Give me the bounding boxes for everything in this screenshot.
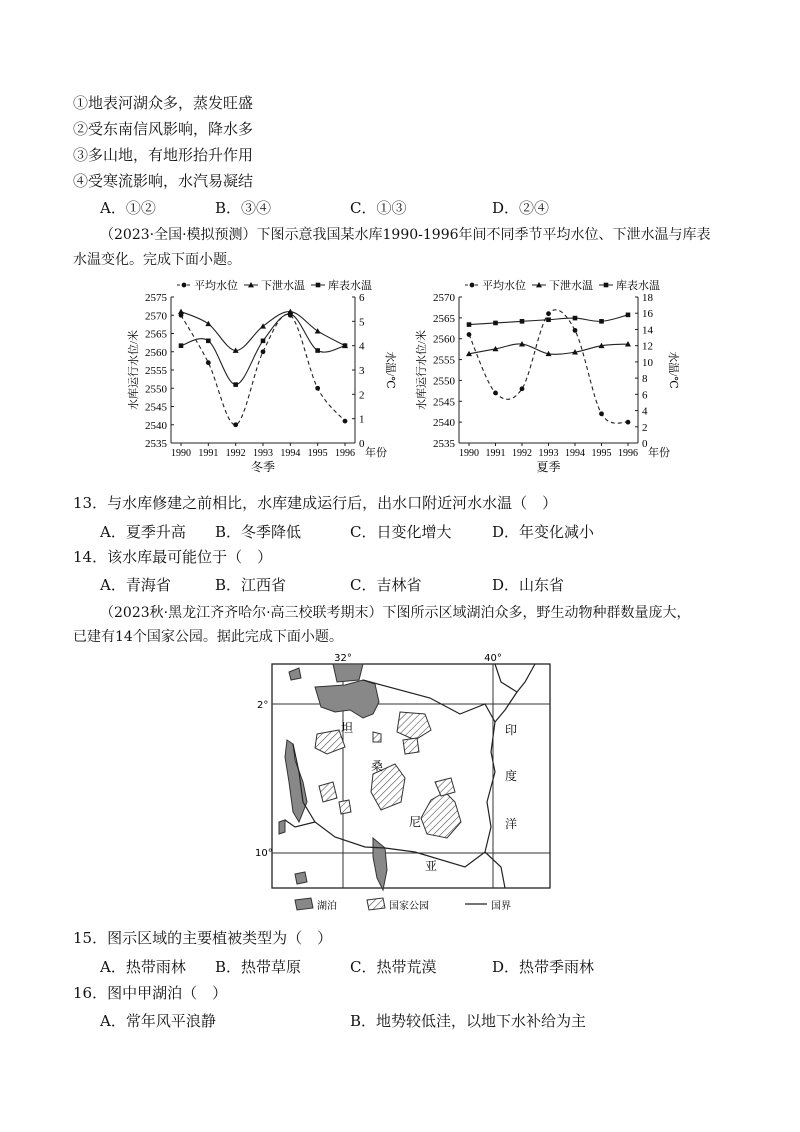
q14-option-d[interactable]: D．山东省 <box>492 576 565 594</box>
summer-right-tick-label: 8 <box>642 373 648 386</box>
winter-series-2-point <box>206 339 211 344</box>
q15-option-b[interactable]: B．热带草原 <box>215 958 302 976</box>
ocean-char-yang: 洋 <box>505 817 518 831</box>
winter-series-0-point <box>261 349 266 354</box>
statement-3: ③多山地，有地形抬升作用 <box>73 146 254 164</box>
summer-series-2-point <box>520 319 525 324</box>
winter-series-0-point <box>233 422 238 427</box>
winter-legend-label: 平均水位 <box>194 280 238 292</box>
summer-x-tick-label: 1995 <box>591 448 612 459</box>
legend-park-label: 国家公园 <box>389 901 429 912</box>
q14-stem: 14．该水库最可能位于（ ） <box>73 548 273 566</box>
summer-series-2-point <box>493 321 498 326</box>
winter-series-2-point <box>179 343 184 348</box>
winter-legend-label: 库表水温 <box>328 280 372 292</box>
summer-left-tick-label: 2540 <box>433 417 455 430</box>
summer-left-tick-label: 2565 <box>433 312 455 325</box>
q14-option-c[interactable]: C．吉林省 <box>350 576 422 594</box>
winter-chart <box>125 275 400 480</box>
lat-label-2: 2° <box>257 700 269 711</box>
q16-stem: 16．图中甲湖泊（ ） <box>73 984 228 1002</box>
winter-left-tick-label: 2540 <box>145 419 167 432</box>
winter-legend-marker <box>316 283 321 288</box>
q16-option-b[interactable]: B．地势较低洼，以地下水补给为主 <box>350 1012 587 1030</box>
summer-x-tick-label: 1996 <box>618 448 638 459</box>
summer-series-0-point <box>626 420 631 425</box>
winter-right-tick-label: 4 <box>359 340 365 353</box>
prev-option-d[interactable]: D．②④ <box>492 199 550 217</box>
lat-label-10: 10° <box>255 848 273 859</box>
q15-option-c[interactable]: C．热带荒漠 <box>350 958 437 976</box>
summer-series-2-point <box>573 316 578 321</box>
summer-right-tick-label: 18 <box>642 292 653 304</box>
winter-caption: 冬季 <box>250 460 276 474</box>
lon-label-40: 40° <box>484 653 502 664</box>
summer-x-tick-label: 1993 <box>538 448 559 459</box>
winter-right-tick-label: 2 <box>359 389 365 402</box>
winter-series-2-point <box>343 343 348 348</box>
group2-intro-line1: （2023秋·黑龙江齐齐哈尔·高三校联考期末）下图所示区域湖泊众多，野生动物种群数量庞大， <box>100 605 691 621</box>
summer-right-tick-label: 0 <box>642 438 648 450</box>
summer-series-2-point <box>599 319 604 324</box>
legend-lake-swatch <box>295 898 313 910</box>
tanzania-map <box>255 652 555 912</box>
winter-series-0-point <box>343 419 348 424</box>
q16-option-a[interactable]: A．常年风平浪静 <box>100 1012 216 1030</box>
ocean-char-du: 度 <box>505 769 518 783</box>
statement-1: ①地表河湖众多，蒸发旺盛 <box>73 94 254 112</box>
winter-left-tick-label: 2555 <box>145 365 167 377</box>
winter-right-tick-label: 5 <box>359 316 365 329</box>
prev-option-b[interactable]: B．③④ <box>215 199 272 217</box>
park-small <box>339 800 351 814</box>
summer-ylabel-left: 水库运行水位/米 <box>416 329 428 411</box>
winter-series-2-point <box>288 312 293 317</box>
country-char-sang: 桑 <box>371 759 384 773</box>
winter-left-tick-label: 2575 <box>145 292 167 304</box>
ocean-char-yin: 印 <box>505 723 518 737</box>
summer-series-0-line <box>469 310 628 423</box>
summer-legend-label: 库表水温 <box>616 280 660 292</box>
summer-x-tick-label: 1990 <box>459 448 479 459</box>
q14-option-b[interactable]: B．江西省 <box>215 576 287 594</box>
legend-park-swatch <box>367 898 385 910</box>
winter-series-2-point <box>261 339 266 344</box>
summer-series-0-point <box>493 391 498 396</box>
winter-left-tick-label: 2550 <box>145 383 167 396</box>
winter-left-tick-label: 2560 <box>145 346 167 359</box>
prev-option-c[interactable]: C．①③ <box>350 199 407 217</box>
country-char-ni: 尼 <box>409 815 422 829</box>
winter-x-tick-label: 1993 <box>253 448 273 459</box>
summer-chart <box>413 275 683 480</box>
winter-right-tick-label: 3 <box>359 365 365 377</box>
summer-x-tick-label: 1992 <box>512 448 532 459</box>
q13-option-c[interactable]: C．日变化增大 <box>350 523 452 541</box>
summer-legend-marker <box>470 283 475 288</box>
q15-option-a[interactable]: A．热带雨林 <box>100 958 186 976</box>
park-tiny <box>373 732 381 742</box>
summer-series-2-point <box>626 313 631 318</box>
summer-series-0-point <box>520 386 525 391</box>
winter-ylabel-left: 水库运行水位/米 <box>128 329 140 411</box>
summer-series-0-point <box>573 328 578 333</box>
winter-left-tick-label: 2570 <box>145 310 167 323</box>
winter-series-1-point <box>315 328 321 333</box>
winter-left-tick-label: 2545 <box>145 401 167 414</box>
summer-ylabel-right: 水温/℃ <box>667 351 679 389</box>
summer-xlabel: 年份 <box>648 447 670 459</box>
summer-right-tick-label: 14 <box>642 324 653 337</box>
winter-x-tick-label: 1991 <box>198 448 219 459</box>
winter-xlabel: 年份 <box>365 447 387 459</box>
winter-ylabel-right: 水温/℃ <box>384 351 396 389</box>
prev-option-a[interactable]: A．①② <box>100 199 156 217</box>
winter-series-0-line <box>181 314 345 425</box>
q13-option-b[interactable]: B．冬季降低 <box>215 523 302 541</box>
summer-left-tick-label: 2560 <box>433 333 455 346</box>
summer-series-0-point <box>599 411 604 416</box>
legend-lake-label: 湖泊 <box>317 901 337 912</box>
country-char-tan: 坦 <box>341 721 354 735</box>
winter-series-1-point <box>178 309 184 314</box>
winter-right-tick-label: 1 <box>359 413 365 426</box>
winter-series-2-point <box>233 382 238 387</box>
winter-x-tick-label: 1994 <box>280 448 301 459</box>
summer-series-0-point <box>546 311 551 316</box>
winter-series-0-point <box>315 386 320 391</box>
summer-legend-label: 平均水位 <box>482 280 526 292</box>
summer-right-tick-label: 4 <box>642 405 648 418</box>
group2-intro-line2: 已建有14个国家公园。据此完成下面小题。 <box>73 629 343 645</box>
q15-stem: 15．图示区域的主要植被类型为（ ） <box>73 929 333 947</box>
winter-right-tick-label: 0 <box>359 438 365 450</box>
summer-left-tick-label: 2550 <box>433 375 455 388</box>
summer-right-tick-label: 16 <box>642 308 653 321</box>
summer-left-tick-label: 2535 <box>433 438 455 450</box>
winter-series-1-point <box>205 321 211 326</box>
winter-series-0-point <box>206 360 211 365</box>
park-tarangire <box>403 738 419 754</box>
q13-stem: 13．与水库修建之前相比，水库建成运行后，出水口附近河水水温（ ） <box>73 494 558 512</box>
statement-2: ②受东南信风影响，降水多 <box>73 120 254 138</box>
winter-x-tick-label: 1990 <box>171 448 191 459</box>
winter-series-2-point <box>315 348 320 353</box>
q14-option-a[interactable]: A．青海省 <box>100 576 171 594</box>
summer-right-tick-label: 12 <box>642 340 653 353</box>
lake-small-sw <box>279 820 285 834</box>
summer-right-tick-label: 6 <box>642 389 648 402</box>
q15-option-d[interactable]: D．热带季雨林 <box>492 958 595 976</box>
summer-legend-label: 下泄水温 <box>549 280 593 292</box>
statement-4: ④受寒流影响，水汽易凝结 <box>73 172 254 190</box>
winter-right-tick-label: 6 <box>359 292 365 304</box>
lake-victoria-north <box>333 664 363 682</box>
q13-option-d[interactable]: D．年变化减小 <box>492 523 595 541</box>
summer-left-tick-label: 2570 <box>433 292 455 304</box>
summer-legend-marker <box>604 283 609 288</box>
winter-x-tick-label: 1992 <box>225 448 246 459</box>
summer-left-tick-label: 2555 <box>433 354 455 367</box>
summer-series-2-point <box>546 317 551 322</box>
winter-series-1-line <box>181 312 345 351</box>
summer-series-0-point <box>467 332 472 337</box>
summer-right-tick-label: 2 <box>642 421 648 434</box>
summer-caption: 夏季 <box>536 460 561 474</box>
group1-intro-line1: （2023·全国·模拟预测）下图示意我国某水库1990-1996年间不同季节平均水位、下泄水温与库表 <box>100 227 711 243</box>
country-char-ya: 亚 <box>425 859 438 873</box>
lake-small-s <box>295 872 307 884</box>
group1-intro-line2: 水温变化。完成下面小题。 <box>73 252 241 268</box>
winter-x-tick-label: 1995 <box>307 448 328 459</box>
summer-series-2-point <box>467 322 472 327</box>
summer-x-tick-label: 1994 <box>565 448 585 459</box>
summer-x-tick-label: 1991 <box>485 448 506 459</box>
winter-left-tick-label: 2565 <box>145 328 167 341</box>
winter-legend-marker <box>182 283 187 288</box>
summer-left-tick-label: 2545 <box>433 396 455 409</box>
q13-option-a[interactable]: A．夏季升高 <box>100 523 186 541</box>
winter-left-tick-label: 2535 <box>145 438 167 450</box>
legend-border-label: 国界 <box>491 901 511 912</box>
winter-x-tick-label: 1996 <box>335 448 355 459</box>
winter-legend-label: 下泄水温 <box>261 280 305 292</box>
summer-right-tick-label: 10 <box>642 356 653 369</box>
lon-label-32: 32° <box>334 653 352 664</box>
